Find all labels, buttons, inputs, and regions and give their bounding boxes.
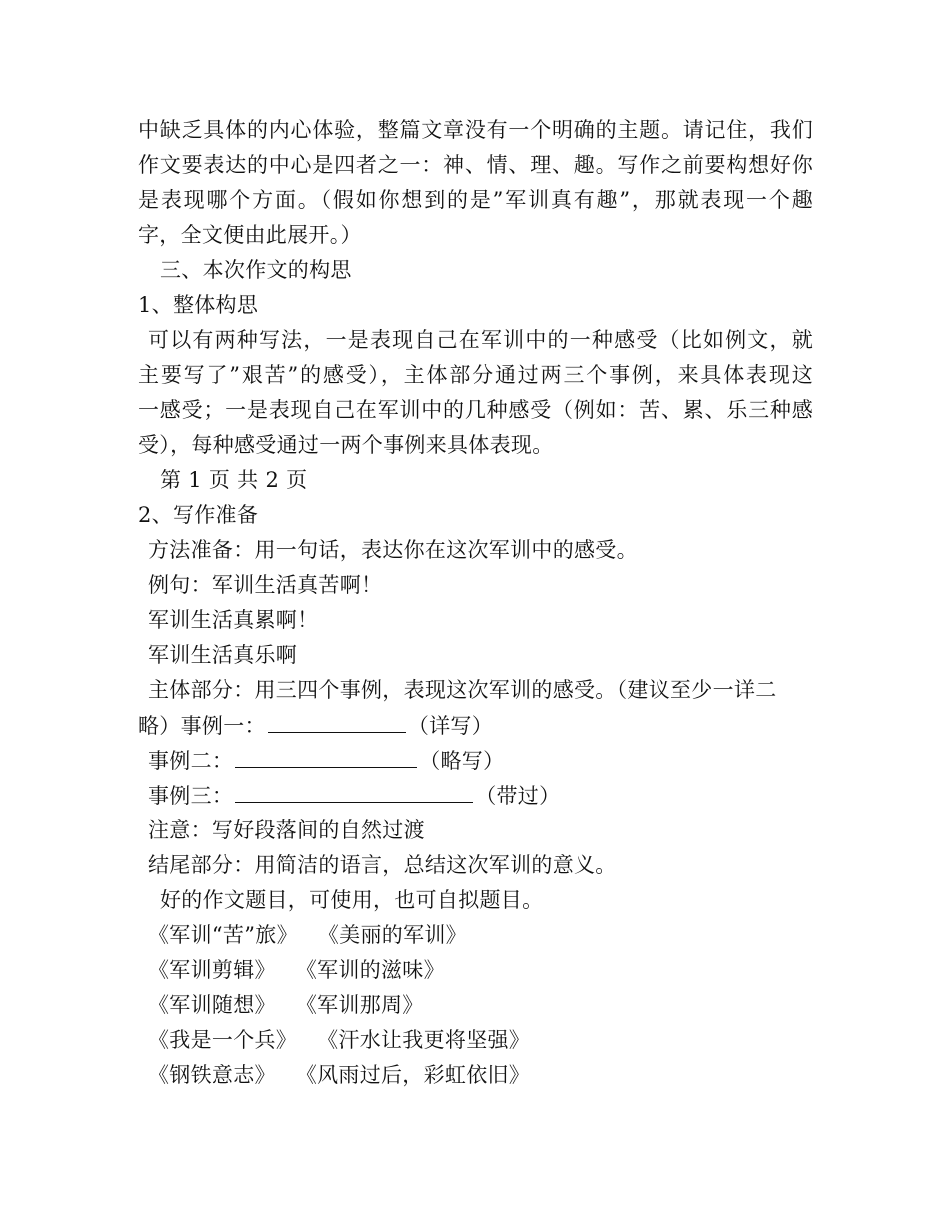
text-line: 受），每种感受通过一两个事例来具体表现。	[138, 433, 554, 457]
title-suggestion: 《钢铁意志》	[148, 1063, 276, 1087]
text-line: 作文要表达的中心是四者之一：神、情、理、趣。写作之前要构想好你	[138, 153, 813, 177]
document-body	[138, 113, 813, 1093]
text-line: 主要写了”艰苦”的感受），主体部分通过两三个事例，来具体表现这	[138, 363, 813, 387]
example-2-blank	[235, 743, 417, 768]
page-footer: 第 1 页 共 2 页	[160, 468, 308, 492]
subsection-heading: 1、整体构思	[138, 293, 259, 317]
intro-paragraph	[138, 113, 813, 253]
section-heading: 三、本次作文的构思	[160, 258, 352, 282]
title-suggestion: 《军训那周》	[295, 993, 424, 1017]
title-suggestion: 《我是一个兵》	[148, 1028, 298, 1052]
title-pair-row	[138, 953, 813, 988]
title-suggestion: 《风雨过后，彩虹依旧》	[295, 1063, 531, 1087]
example-2-suffix: （略写）	[419, 749, 505, 773]
title-pair-row	[138, 1058, 813, 1093]
title-suggestion: 《汗水让我更将坚强》	[317, 1028, 531, 1052]
text-line: 是表现哪个方面。（假如你想到的是”军训真有趣”，那就表现一个趣	[138, 188, 813, 212]
ending-part: 结尾部分：用简洁的语言，总结这次军训的意义。	[148, 853, 617, 877]
subsection-heading: 2、写作准备	[138, 503, 259, 527]
overall-paragraph	[138, 323, 813, 463]
title-suggestion: 《美丽的军训》	[317, 923, 467, 947]
note-line: 注意：写好段落间的自然过渡	[148, 818, 425, 842]
title-suggestion: 《军训随想》	[148, 993, 276, 1017]
titles-intro: 好的作文题目，可使用，也可自拟题目。	[160, 888, 544, 912]
text-line: 可以有两种写法，一是表现自己在军训中的一种感受（比如例文，就	[148, 328, 813, 352]
title-pair-row	[138, 918, 813, 953]
example-3-line	[138, 778, 813, 813]
example-1-prefix: 略）事例一：	[138, 714, 266, 738]
example-2-line	[138, 743, 813, 778]
example-sentence: 军训生活真累啊！	[148, 608, 319, 632]
example-1-blank	[268, 708, 406, 733]
example-2-prefix: 事例二：	[148, 749, 234, 773]
example-3-suffix: （带过）	[475, 784, 561, 808]
example-3-blank	[235, 778, 473, 803]
title-suggestion: 《军训剪辑》	[148, 958, 276, 982]
title-suggestion: 《军训的滋味》	[295, 958, 445, 982]
text-line: 中缺乏具体的内心体验，整篇文章没有一个明确的主题。请记住，我们	[138, 118, 813, 142]
body-part-line: 主体部分：用三四个事例，表现这次军训的感受。（建议至少一详二	[148, 678, 777, 702]
example-3-prefix: 事例三：	[148, 784, 234, 808]
example-1-line	[138, 708, 813, 743]
text-line: 字，全文便由此展开。）	[138, 223, 362, 247]
method-prep: 方法准备：用一句话，表达你在这次军训中的感受。	[148, 538, 638, 562]
example-sentence: 军训生活真乐啊	[148, 643, 298, 667]
title-pair-row	[138, 1023, 813, 1058]
title-suggestion: 《军训“苦”旅》	[148, 923, 298, 947]
example-1-suffix: （详写）	[407, 714, 494, 738]
example-sentence: 例句：军训生活真苦啊！	[148, 573, 383, 597]
text-line: 一感受；一是表现自己在军训中的几种感受（例如：苦、累、乐三种感	[138, 398, 813, 422]
title-pair-row	[138, 988, 813, 1023]
